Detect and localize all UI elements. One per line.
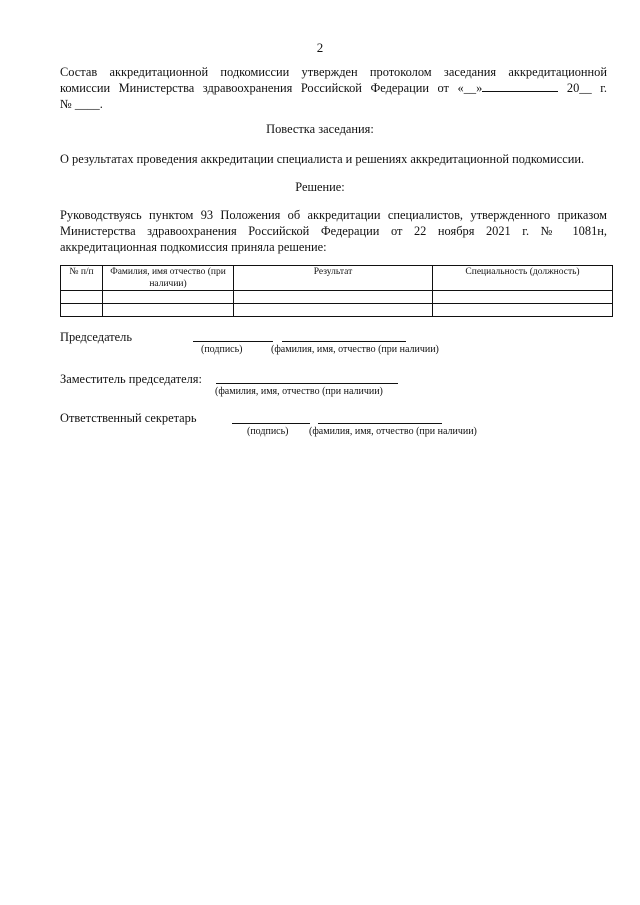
intro-line-2-end: 20__ г. — [566, 81, 607, 95]
secretary-label: Ответственный секретарь — [60, 411, 197, 425]
chair-name-caption: (фамилия, имя, отчество (при наличии) — [271, 344, 439, 355]
table-cell — [103, 304, 234, 317]
intro-line-3: № ____. — [60, 97, 103, 111]
table-row — [61, 304, 613, 317]
deputy-name-line — [216, 383, 398, 384]
chair-signature-caption: (подпись) — [201, 344, 243, 355]
decision-title: Решение: — [295, 180, 345, 194]
deputy-name-caption: (фамилия, имя, отчество (при наличии) — [215, 386, 383, 397]
header-number: № п/п — [61, 266, 103, 291]
results-table — [60, 265, 613, 317]
secretary-signature-line — [232, 423, 310, 424]
decision-paragraph — [60, 207, 607, 255]
header-specialty: Специальность (должность) — [433, 266, 613, 291]
date-blank — [482, 80, 558, 92]
chair-label: Председатель — [60, 330, 133, 344]
table-cell — [234, 291, 433, 304]
agenda-text: О результатах проведения аккредитации специалиста и решениях аккредитационной подкомиссии. — [60, 152, 585, 166]
secretary-signature-caption: (подпись) — [247, 426, 289, 437]
intro-line-2-start: комиссии Министерства здравоохранения Российской Федерации от «__» — [60, 81, 483, 95]
intro-paragraph — [60, 64, 607, 112]
table-cell — [433, 291, 613, 304]
header-name: Фамилия, имя отчество (при наличии) — [103, 266, 234, 291]
intro-line-1: Состав аккредитационной подкомиссии утвержден протоколом заседания аккредитационной — [60, 65, 607, 79]
intro-line-2 — [60, 80, 607, 96]
chair-name-line — [282, 341, 406, 342]
deputy-label: Заместитель председателя: — [60, 372, 202, 386]
header-result: Результат — [234, 266, 433, 291]
decision-line-3: аккредитационная подкомиссия приняла решение: — [60, 240, 327, 254]
table-cell — [234, 304, 433, 317]
page-number: 2 — [316, 40, 324, 55]
decision-line-2: Министерства здравоохранения Российской Федерации от 22 ноября 2021 г. № 1081н, — [60, 224, 607, 238]
chair-signature-line — [193, 341, 273, 342]
table-cell — [103, 291, 234, 304]
table-cell — [433, 304, 613, 317]
secretary-name-line — [318, 423, 442, 424]
agenda-title: Повестка заседания: — [266, 122, 374, 136]
decision-line-1: Руководствуясь пунктом 93 Положения об аккредитации специалистов, утвержденного приказом — [60, 208, 607, 222]
secretary-name-caption: (фамилия, имя, отчество (при наличии) — [309, 426, 477, 437]
table-header-row — [61, 266, 613, 291]
table-cell — [61, 291, 103, 304]
table-row — [61, 291, 613, 304]
table-cell — [61, 304, 103, 317]
